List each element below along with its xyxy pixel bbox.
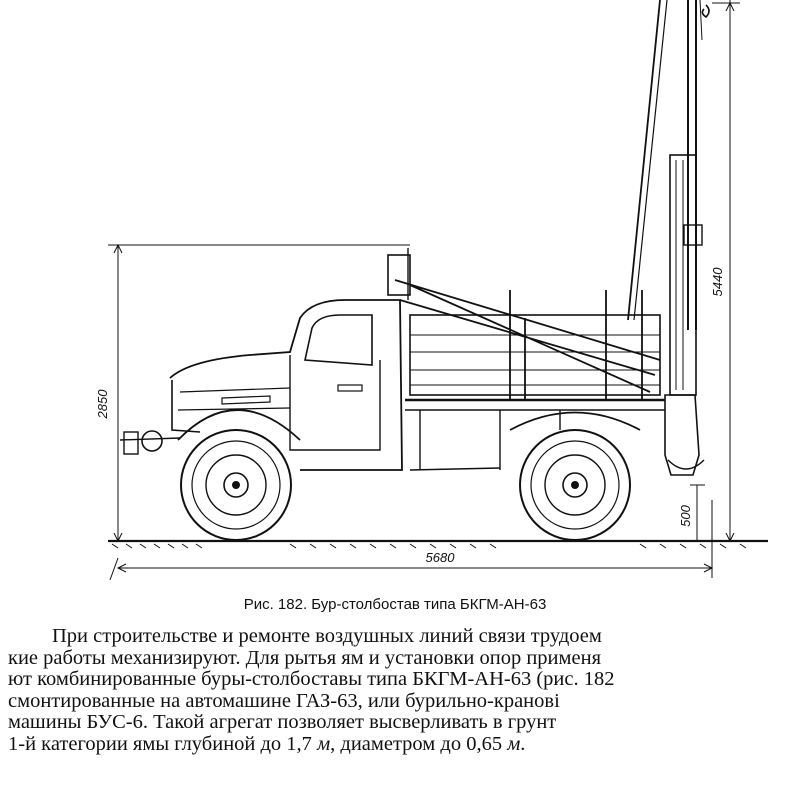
unit-meter: м (317, 732, 331, 755)
dimension-height-2850 (108, 245, 410, 541)
text-line: При строительстве и ремонте воздушных линий связи трудоем (52, 625, 602, 647)
text-line: кие работы механизируют. Для рытья ям и установки опор применя (8, 646, 601, 669)
figure-caption: Рис. 182. Бур-столбостав типа БКГМ-АН-63 (243, 596, 547, 613)
unit-meter: м (507, 732, 521, 755)
text-line: смонтированные на автомашине ГАЗ-63, или бурильно-кранові (8, 689, 560, 712)
drill-mast (628, 0, 709, 475)
rear-wheel (520, 430, 630, 540)
dim-label-5680: 5680 (425, 550, 455, 565)
ground-line (108, 541, 768, 548)
body-paragraph (8, 626, 790, 756)
front-wheel (181, 430, 291, 540)
text-fragment: . (520, 732, 526, 755)
dim-label-5440: 5440 (710, 267, 725, 297)
dim-label-500: 500 (678, 505, 693, 527)
text-line: машины БУС-6. Такой агрегат позволяет высверливать в грунт (8, 711, 557, 734)
text-line: ют комбинированные буры-столбоставы типа БКГМ-АН-63 (рис. 182 (8, 668, 615, 691)
text-fragment: 1-й категории ямы глубиной до 1,7 (8, 732, 318, 755)
truck-cab (120, 300, 402, 470)
text-fragment: , диаметром до 0,65 (330, 732, 508, 755)
text-line (8, 734, 790, 756)
truck-body (405, 290, 665, 470)
dim-label-2850: 2850 (95, 389, 110, 419)
